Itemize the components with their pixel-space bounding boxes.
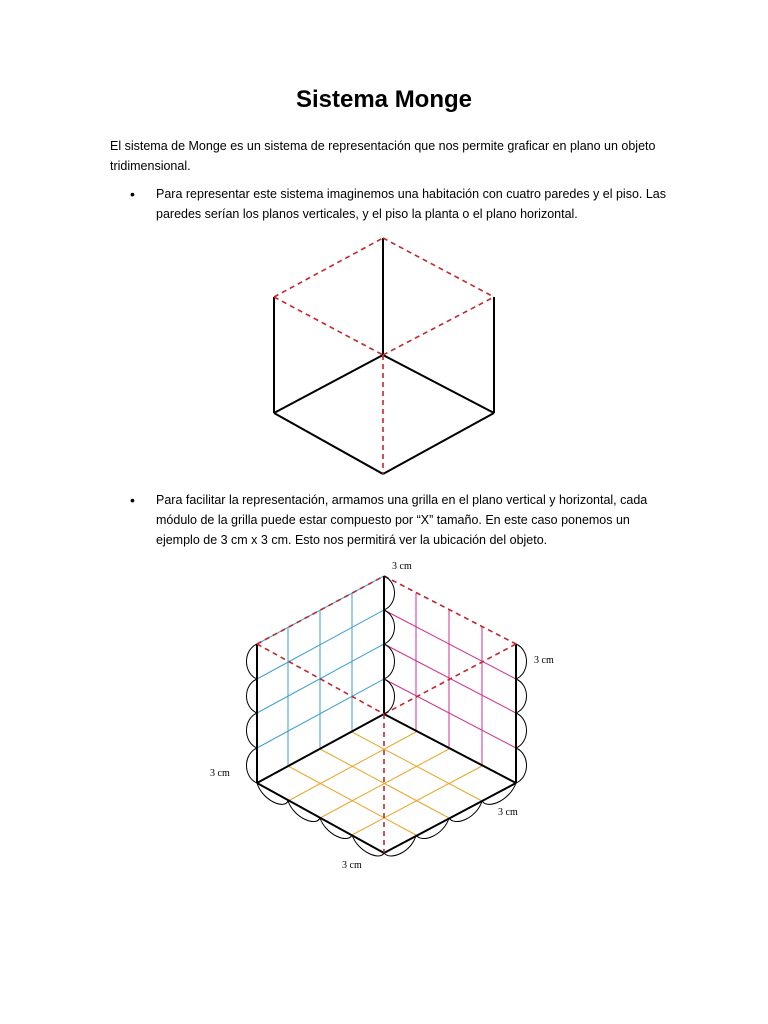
dimension-label: 3 cm bbox=[534, 655, 554, 666]
grid-room-solid-edges bbox=[257, 576, 516, 853]
dimension-label: 3 cm bbox=[392, 561, 412, 572]
dimension-label: 3 cm bbox=[342, 860, 362, 871]
dimension-label: 3 cm bbox=[498, 807, 518, 818]
bullet-text: Para facilitar la representación, armamos una grilla en el plano vertical y horizontal, cada módulo de la grilla puede estar compuesto por “X” tamaño. En este caso ponemos un ejemplo de 3 cm x 3 cm. Esto nos permitirá ver la ubicación del objeto. bbox=[156, 493, 648, 547]
intro-paragraph: El sistema de Monge es un sistema de representación que nos permite graficar en plano un objeto tridimensional. bbox=[110, 139, 656, 173]
bullet-icon: • bbox=[130, 186, 135, 202]
left-wall-grid bbox=[257, 576, 384, 766]
bullet-text: Para representar este sistema imaginemos una habitación con cuatro paredes y el piso. Las paredes serían los planos verticales, y el piso la planta o el plano horizontal. bbox=[156, 187, 667, 221]
floor-grid bbox=[288, 732, 482, 835]
dimension-label: 3 cm bbox=[210, 768, 230, 779]
page-title: Sistema Monge bbox=[295, 86, 473, 113]
bullet-icon: • bbox=[130, 492, 135, 508]
